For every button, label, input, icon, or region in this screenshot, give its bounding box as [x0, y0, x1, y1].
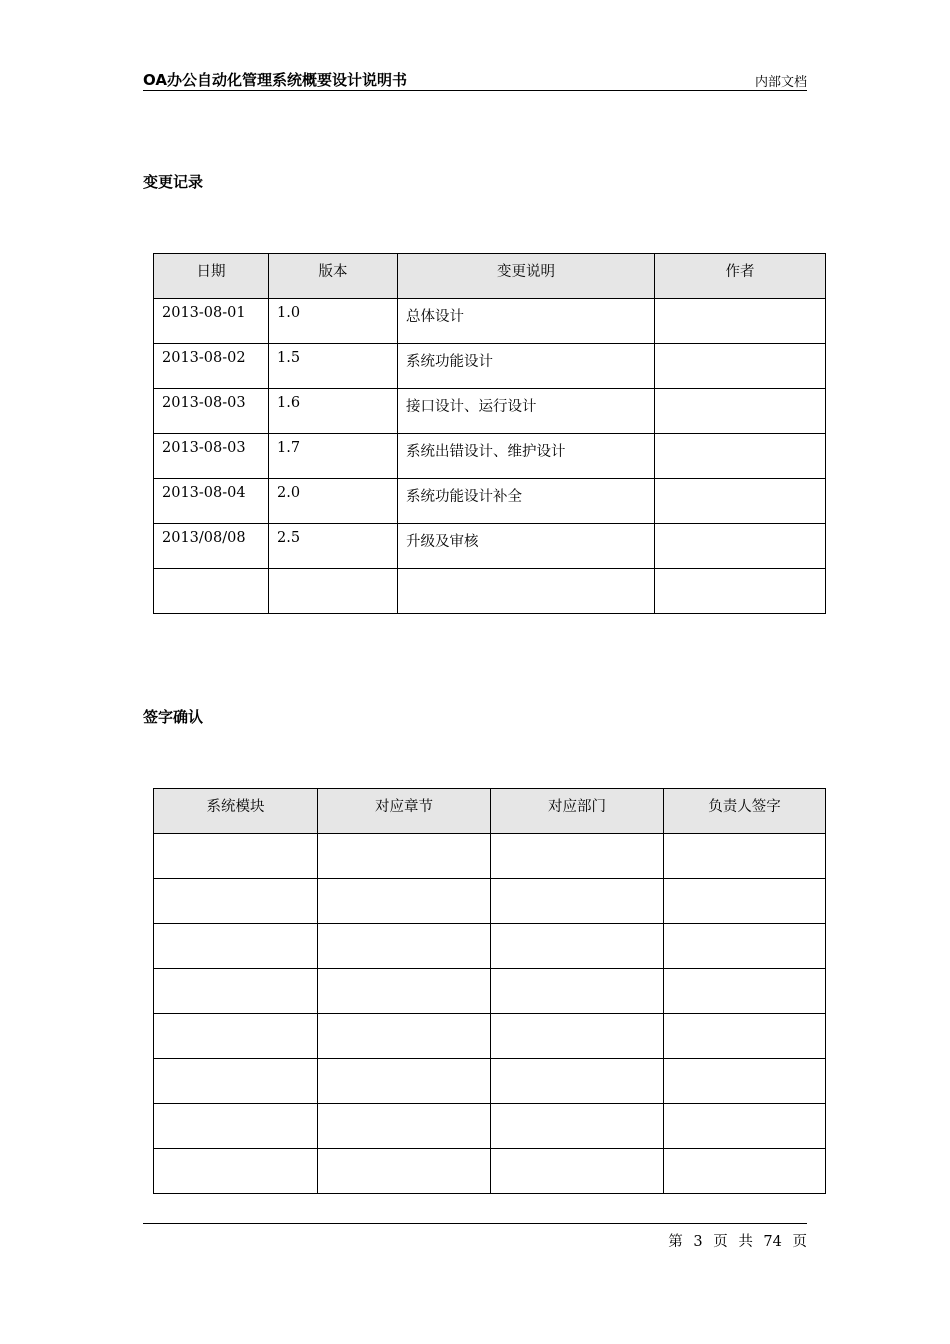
table-cell — [664, 834, 826, 879]
table-cell: 系统功能设计补全 — [398, 479, 655, 524]
table-cell: 系统功能设计 — [398, 344, 655, 389]
column-header-department: 对应部门 — [491, 789, 664, 834]
table-header-row — [154, 254, 826, 299]
page-footer — [143, 1223, 807, 1250]
table-cell — [269, 569, 398, 614]
column-header-author: 作者 — [655, 254, 826, 299]
table-cell — [655, 434, 826, 479]
table-row — [154, 879, 826, 924]
column-header-description: 变更说明 — [398, 254, 655, 299]
table-cell: 总体设计 — [398, 299, 655, 344]
table-cell — [655, 389, 826, 434]
table-cell: 2013-08-03 — [154, 434, 269, 479]
table-cell: 1.7 — [269, 434, 398, 479]
document-classification: 内部文档 — [754, 75, 807, 90]
table-cell — [318, 834, 491, 879]
table-cell — [318, 1104, 491, 1149]
change-log-table — [153, 253, 826, 614]
table-header-row — [154, 789, 826, 834]
page-header — [143, 66, 807, 91]
table-row — [154, 924, 826, 969]
signoff-table — [153, 788, 826, 1194]
change-log-heading: 变更记录 — [143, 173, 204, 191]
table-cell — [318, 1059, 491, 1104]
document-title: OA办公自动化管理系统概要设计说明书 — [143, 71, 407, 89]
column-header-signature: 负责人签字 — [664, 789, 826, 834]
table-cell — [655, 479, 826, 524]
column-header-version: 版本 — [269, 254, 398, 299]
table-row — [154, 524, 826, 569]
table-cell: 升级及审核 — [398, 524, 655, 569]
table-row — [154, 1104, 826, 1149]
table-cell: 2013-08-01 — [154, 299, 269, 344]
table-cell — [154, 924, 318, 969]
table-cell — [491, 1014, 664, 1059]
table-cell — [664, 924, 826, 969]
table-cell: 2.5 — [269, 524, 398, 569]
table-row — [154, 1014, 826, 1059]
table-cell — [491, 1059, 664, 1104]
table-cell — [491, 1149, 664, 1194]
table-cell: 2013/08/08 — [154, 524, 269, 569]
table-cell — [491, 924, 664, 969]
table-cell — [655, 569, 826, 614]
table-row — [154, 299, 826, 344]
table-row — [154, 1149, 826, 1194]
table-cell — [318, 1149, 491, 1194]
table-cell: 2013-08-02 — [154, 344, 269, 389]
table-cell: 1.6 — [269, 389, 398, 434]
page-number: 第 3 页 共 74 页 — [668, 1234, 807, 1250]
table-cell — [154, 1104, 318, 1149]
table-row — [154, 389, 826, 434]
table-cell — [491, 879, 664, 924]
table-cell: 1.0 — [269, 299, 398, 344]
table-cell — [154, 969, 318, 1014]
table-cell — [655, 344, 826, 389]
table-cell: 系统出错设计、维护设计 — [398, 434, 655, 479]
table-cell — [655, 299, 826, 344]
table-cell — [491, 834, 664, 879]
table-cell — [491, 969, 664, 1014]
table-row — [154, 569, 826, 614]
table-row — [154, 834, 826, 879]
table-cell — [154, 569, 269, 614]
table-cell — [664, 1104, 826, 1149]
column-header-section: 对应章节 — [318, 789, 491, 834]
table-cell: 2.0 — [269, 479, 398, 524]
table-cell — [154, 879, 318, 924]
table-cell — [491, 1104, 664, 1149]
table-row — [154, 969, 826, 1014]
column-header-date: 日期 — [154, 254, 269, 299]
table-cell — [664, 879, 826, 924]
table-cell — [398, 569, 655, 614]
table-cell — [664, 969, 826, 1014]
table-row — [154, 434, 826, 479]
table-cell — [655, 524, 826, 569]
table-cell — [664, 1149, 826, 1194]
table-cell — [154, 834, 318, 879]
table-cell — [318, 969, 491, 1014]
column-header-module: 系统模块 — [154, 789, 318, 834]
table-row — [154, 1059, 826, 1104]
table-cell — [318, 924, 491, 969]
table-cell: 2013-08-03 — [154, 389, 269, 434]
table-cell — [664, 1059, 826, 1104]
table-row — [154, 479, 826, 524]
table-cell — [318, 879, 491, 924]
table-cell — [318, 1014, 491, 1059]
table-cell — [154, 1059, 318, 1104]
table-cell — [664, 1014, 826, 1059]
table-cell: 1.5 — [269, 344, 398, 389]
table-cell: 接口设计、运行设计 — [398, 389, 655, 434]
table-cell — [154, 1149, 318, 1194]
table-cell: 2013-08-04 — [154, 479, 269, 524]
signoff-heading: 签字确认 — [143, 708, 204, 726]
table-row — [154, 344, 826, 389]
table-cell — [154, 1014, 318, 1059]
